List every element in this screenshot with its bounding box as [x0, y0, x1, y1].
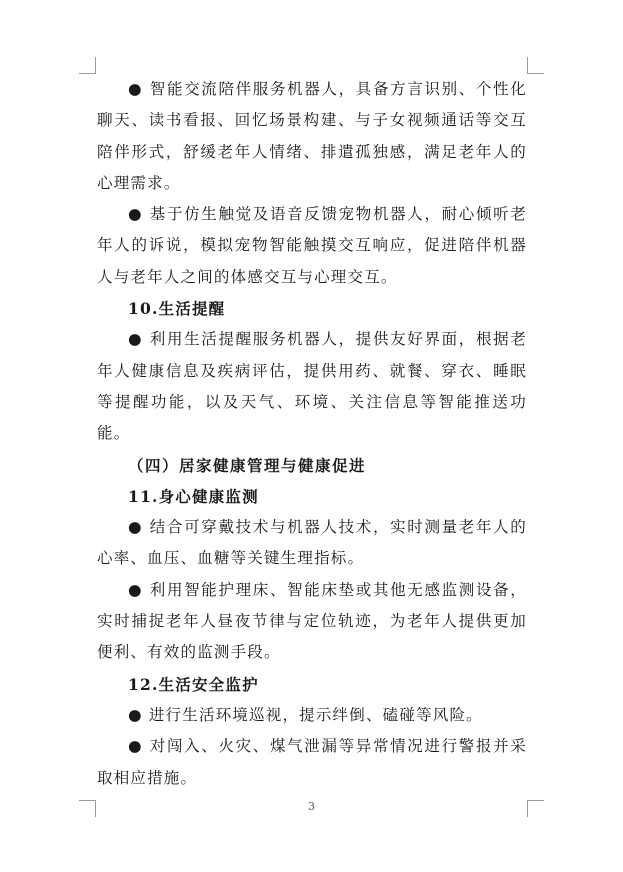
corner-mark-top-right: [527, 57, 544, 74]
page-number: 3: [308, 800, 315, 813]
bullet-paragraph: ● 结合可穿戴技术与机器人技术，实时测量老年人的心率、血压、血糖等关键生理指标。: [97, 518, 527, 568]
bullet-paragraph: ● 利用智能护理床、智能床垫或其他无感监测设备，实时捕捉老年人昼夜节律与定位轨迹，为老年人提供更加便利、有效的监测手段。: [97, 580, 527, 662]
page-body: [97, 74, 527, 794]
bullet-paragraph: ● 基于仿生触觉及语音反馈宠物机器人，耐心倾听老年人的诉说，模拟宠物智能触摸交互响应，促进陪伴机器人与老年人之间的体感交互与心理交互。: [97, 205, 527, 286]
bullet-paragraph: ● 利用生活提醒服务机器人，提供友好界面，根据老年人健康信息及疾病评估，提供用药、就餐、穿衣、睡眠等提醒功能，以及天气、环境、关注信息等智能推送功能。: [97, 330, 527, 443]
bullet-paragraph: ● 对闯入、火灾、煤气泄漏等异常情况进行警报并采取相应措施。: [97, 737, 527, 787]
section-heading-4: （四）居家健康管理与健康促进: [128, 455, 367, 475]
bullet-paragraph: ● 进行生活环境巡视，提示绊倒、磕碰等风险。: [128, 705, 483, 724]
bullet-paragraph: ● 智能交流陪伴服务机器人，具备方言识别、个性化聊天、读书看报、回忆场景构建、与子女视频通话等交互陪伴形式，舒缓老年人情绪、排遣孤独感，满足老年人的心理需求。: [97, 80, 527, 192]
subheading-10: 10.生活提醒: [128, 299, 226, 319]
subheading-12: 12.生活安全监护: [128, 674, 259, 694]
subheading-11: 11.身心健康监测: [128, 486, 259, 506]
corner-mark-top-left: [79, 57, 96, 74]
